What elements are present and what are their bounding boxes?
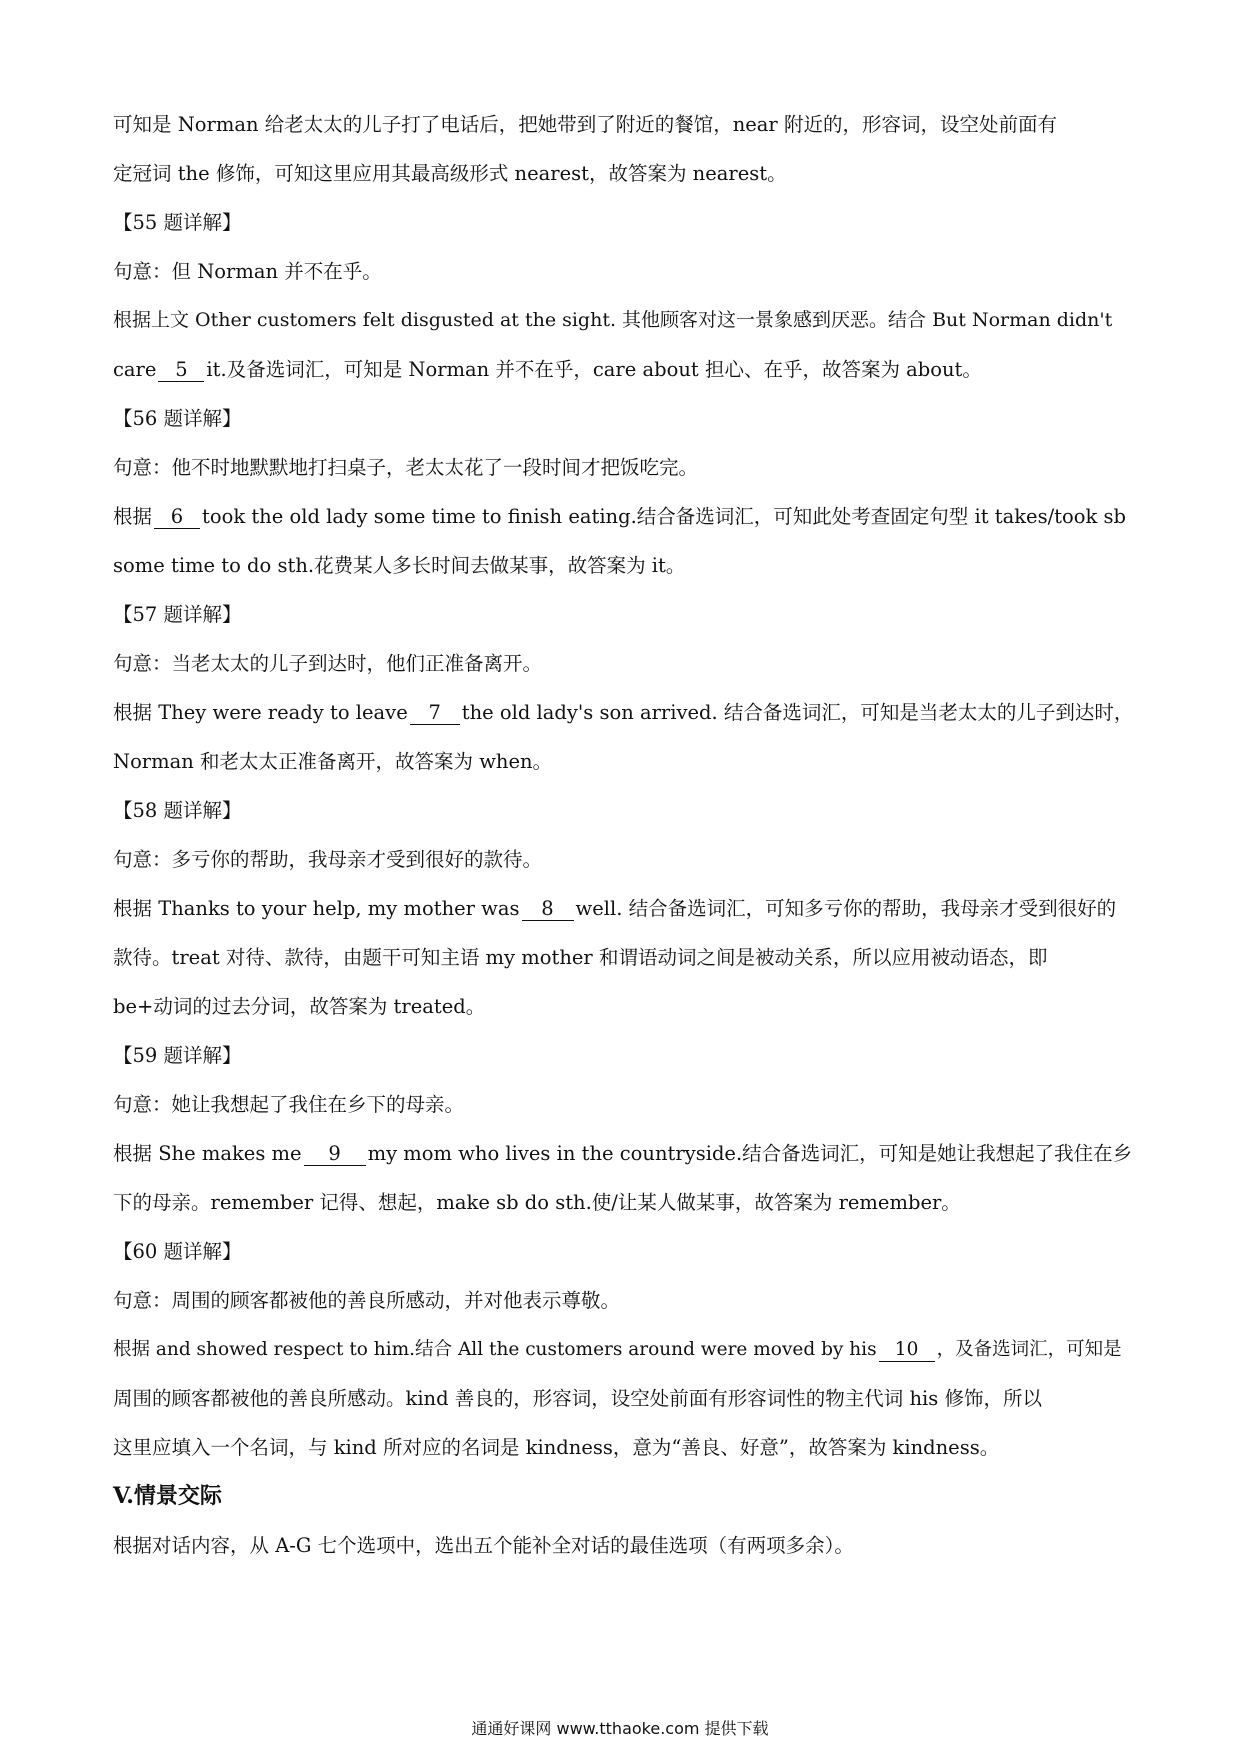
answer-blank-9: 9 [304, 1143, 366, 1166]
text-segment: 根据 and showed respect to him.结合 All the customers around were moved by his [113, 1339, 877, 1360]
answer-blank-10: 10 [879, 1339, 935, 1362]
page-footer: 通通好课网 www.tthaoke.com 提供下载 [471, 1719, 769, 1738]
explanation-line-58: be+动词的过去分词，故答案为 treated。 [113, 995, 486, 1018]
question-heading-58: 【58 题详解】 [113, 799, 242, 822]
answer-blank-8: 8 [522, 898, 574, 921]
explanation-line-60: 这里应填入一个名词，与 kind 所对应的名词是 kindness，意为“善良、好意”，故答案为 kindness。 [113, 1436, 1000, 1459]
sentence-meaning-59: 句意：她让我想起了我住在乡下的母亲。 [113, 1093, 465, 1116]
text-segment: my mom who lives in the countryside.结合备选词汇，可知是她让我想起了我住在乡 [367, 1142, 1133, 1165]
question-heading-56: 【56 题详解】 [113, 407, 242, 430]
text-line: 定冠词 the 修饰，可知这里应用其最高级形式 nearest，故答案为 nearest。 [113, 162, 787, 185]
answer-blank-7: 7 [410, 702, 460, 725]
text-segment: 根据 She makes me [113, 1142, 302, 1165]
question-heading-60: 【60 题详解】 [113, 1240, 242, 1263]
explanation-line-55: 根据上文 Other customers felt disgusted at the sight. 其他顾客对这一景象感到厌恶。结合 But Norman didn't [113, 309, 1113, 331]
sentence-meaning-57: 句意：当老太太的儿子到达时，他们正准备离开。 [113, 652, 543, 675]
explanation-line-58: 款待。treat 对待、款待，由题干可知主语 my mother 和谓语动词之间是被动关系，所以应用被动语态，即 [113, 946, 1048, 969]
text-segment: 根据 [113, 505, 153, 528]
question-heading-59: 【59 题详解】 [113, 1044, 242, 1067]
explanation-line-57 [113, 688, 1133, 737]
document-body [113, 100, 1133, 1570]
section-heading: V.情景交际 [113, 1483, 222, 1509]
question-heading-55: 【55 题详解】 [113, 211, 242, 234]
sentence-meaning-60: 句意：周围的顾客都被他的善良所感动，并对他表示尊敬。 [113, 1289, 621, 1312]
sentence-meaning-58: 句意：多亏你的帮助，我母亲才受到很好的款待。 [113, 848, 543, 871]
explanation-line-55 [113, 345, 1133, 394]
text-segment: the old lady's son arrived. 结合备选词汇，可知是当老太太的儿子到达时， [461, 701, 1134, 724]
text-segment: 根据 Thanks to your help, my mother was [113, 897, 520, 920]
text-segment: well. 结合备选词汇，可知多亏你的帮助，我母亲才受到很好的 [575, 897, 1117, 920]
explanation-line-57: Norman 和老太太正准备离开，故答案为 when。 [113, 750, 553, 773]
answer-blank-5: 5 [158, 359, 204, 382]
text-segment: care [113, 358, 157, 381]
text-segment: 根据 They were ready to leave [113, 701, 408, 724]
text-segment: took the old lady some time to finish eating.结合备选词汇，可知此处考查固定句型 it takes/took sb [202, 505, 1126, 528]
explanation-line-60: 周围的顾客都被他的善良所感动。kind 善良的，形容词，设空处前面有形容词性的物主代词 his 修饰，所以 [113, 1387, 1042, 1410]
text-line: 可知是 Norman 给老太太的儿子打了电话后，把她带到了附近的餐馆，near 附近的，形容词，设空处前面有 [113, 113, 1057, 136]
question-heading-57: 【57 题详解】 [113, 603, 242, 626]
explanation-line-56: some time to do sth.花费某人多长时间去做某事，故答案为 it。 [113, 554, 686, 577]
explanation-line-58 [113, 884, 1133, 933]
sentence-meaning-55: 句意：但 Norman 并不在乎。 [113, 260, 382, 283]
section-instruction: 根据对话内容，从 A-G 七个选项中，选出五个能补全对话的最佳选项（有两项多余）。 [113, 1534, 854, 1557]
explanation-line-59: 下的母亲。remember 记得、想起，make sb do sth.使/让某人做某事，故答案为 remember。 [113, 1191, 961, 1214]
text-segment: ，及备选词汇，可知是 [936, 1339, 1122, 1360]
text-segment: it.及备选词汇，可知是 Norman 并不在乎，care about 担心、在乎，故答案为 about。 [206, 358, 982, 381]
explanation-line-59 [113, 1129, 1133, 1178]
explanation-line-60 [113, 1325, 1133, 1374]
answer-blank-6: 6 [154, 506, 200, 529]
sentence-meaning-56: 句意：他不时地默默地打扫桌子，老太太花了一段时间才把饭吃完。 [113, 456, 699, 479]
explanation-line-56 [113, 492, 1133, 541]
